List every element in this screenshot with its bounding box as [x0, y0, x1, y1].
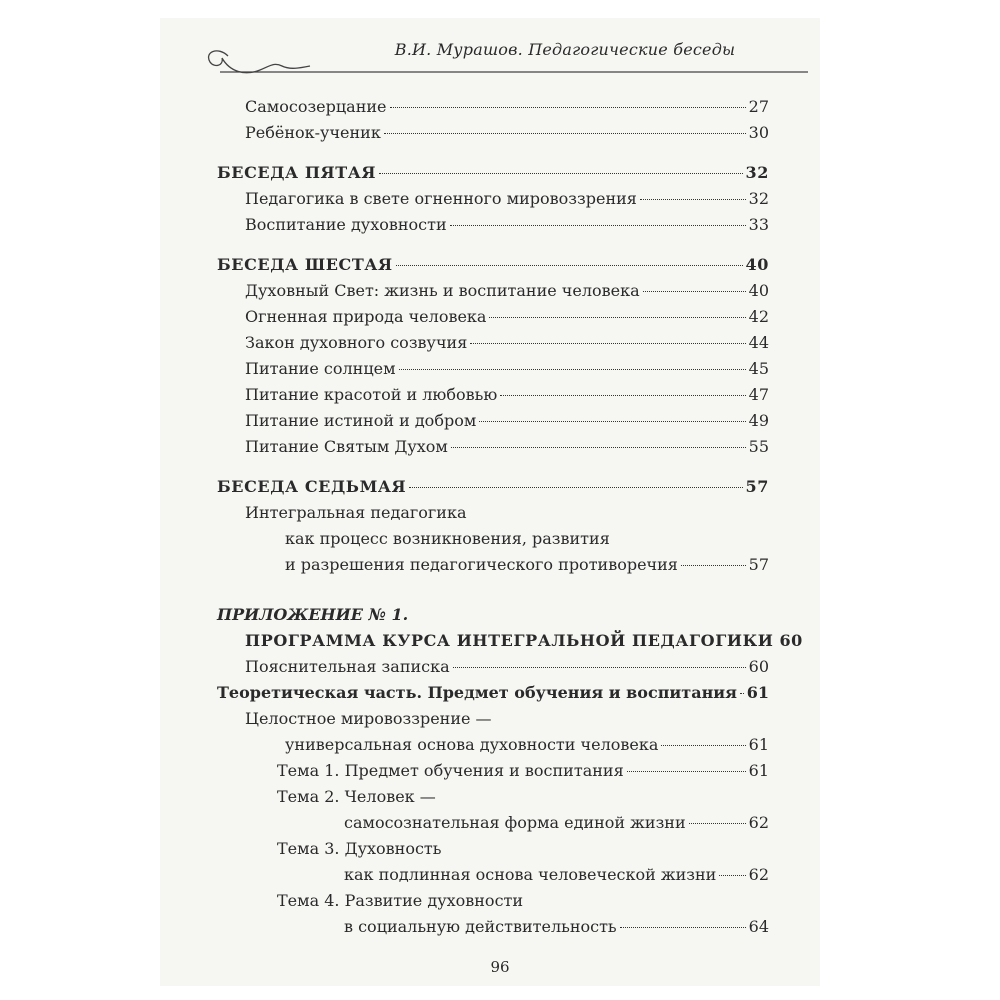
toc-entry: Огненная природа человека 42 — [245, 307, 769, 326]
running-head — [200, 40, 810, 80]
toc-topic-line: Тема 2. Человек — — [277, 787, 436, 806]
toc-entry: Питание Святым Духом 55 — [245, 437, 769, 456]
toc-entry: Ребёнок-ученик 30 — [245, 123, 769, 142]
page-number: 96 — [490, 958, 510, 976]
toc-entry: Питание истиной и добром 49 — [245, 411, 769, 430]
toc-entry: Самосозерцание 27 — [245, 97, 769, 116]
toc-chapter-heading: БЕСЕДА ПЯТАЯ 32 — [217, 163, 769, 182]
toc-entry: Питание солнцем 45 — [245, 359, 769, 378]
toc-entry: Педагогика в свете огненного мировоззрения 32 — [245, 189, 769, 208]
toc-topic: как подлинная основа человеческой жизни 62 — [344, 865, 769, 884]
toc-part-heading: Теоретическая часть. Предмет обучения и воспитания 61 — [217, 683, 769, 702]
appendix-title: ПРИЛОЖЕНИЕ № 1. — [217, 605, 409, 624]
toc-entry: Духовный Свет: жизнь и воспитание человека 40 — [245, 281, 769, 300]
running-head-title: В.И. Мурашов. Педагогические беседы — [394, 40, 736, 59]
toc-topic: в социальную действительность 64 — [344, 917, 769, 936]
toc-program-heading: ПРОГРАММА КУРСА ИНТЕГРАЛЬНОЙ ПЕДАГОГИКИ 60 — [245, 631, 803, 650]
toc-entry-line: Интегральная педагогика — [245, 503, 467, 522]
toc-chapter-heading: БЕСЕДА ШЕСТАЯ 40 — [217, 255, 769, 274]
toc-entry: Пояснительная записка 60 — [245, 657, 769, 676]
toc-entry-line: Целостное мировоззрение — — [245, 709, 492, 728]
toc-topic: самосознательная форма единой жизни 62 — [344, 813, 769, 832]
toc-entry: Закон духовного созвучия 44 — [245, 333, 769, 352]
toc-topic-line: Тема 3. Духовность — [277, 839, 442, 858]
toc-topic-line: Тема 4. Развитие духовности — [277, 891, 524, 910]
toc-entry: и разрешения педагогического противоречия 57 — [285, 555, 769, 574]
toc-entry-line: как процесс возникновения, развития — [285, 529, 610, 548]
table-of-contents — [217, 94, 803, 940]
toc-entry: универсальная основа духовности человека 61 — [285, 735, 769, 754]
toc-topic: Тема 1. Предмет обучения и воспитания 61 — [277, 761, 769, 780]
toc-entry: Воспитание духовности 33 — [245, 215, 769, 234]
toc-chapter-heading: БЕСЕДА СЕДЬМАЯ 57 — [217, 477, 769, 496]
toc-entry: Питание красотой и любовью 47 — [245, 385, 769, 404]
